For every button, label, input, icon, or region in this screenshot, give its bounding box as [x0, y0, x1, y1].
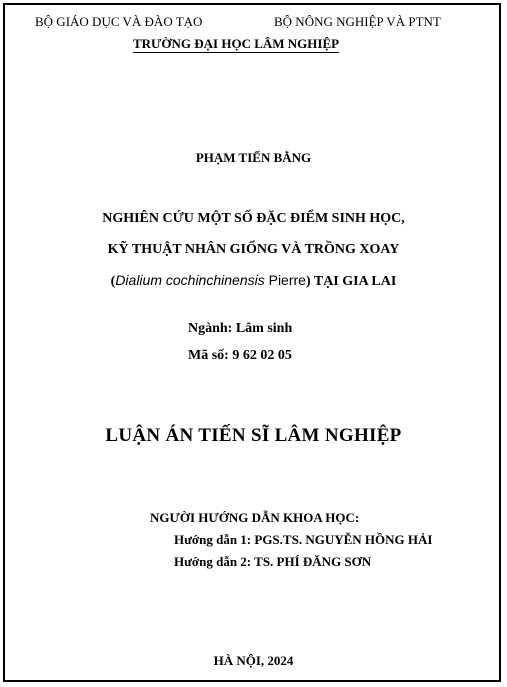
- thesis-type-heading: LUẬN ÁN TIẾN SĨ LÂM NGHIỆP: [105, 425, 402, 446]
- species-scientific-name: Dialium cochinchinensis: [115, 272, 265, 288]
- author-name: PHẠM TIẾN BẰNG: [195, 150, 312, 165]
- advisors-heading: NGƯỜI HƯỚNG DẪN KHOA HỌC:: [150, 510, 360, 525]
- title-open-paren: (: [110, 274, 116, 289]
- page-border: [3, 3, 501, 682]
- thesis-title-line-3: [0, 273, 507, 289]
- major-field: Ngành: Lâm sinh: [188, 321, 293, 336]
- place-and-year: HÀ NỘI, 2024: [213, 653, 294, 668]
- advisor-1: Hướng dẫn 1: PGS.TS. NGUYỄN HỒNG HẢI: [174, 532, 433, 547]
- university-name: TRƯỜNG ĐẠI HỌC LÂM NGHIỆP: [133, 36, 340, 51]
- thesis-title-line-2: KỸ THUẬT NHÂN GIỐNG VÀ TRỒNG XOAY: [107, 242, 400, 257]
- ministry-agriculture: BỘ NÔNG NGHIỆP VÀ PTNT: [274, 14, 441, 29]
- thesis-title-line-1: NGHIÊN CỨU MỘT SỐ ĐẶC ĐIỂM SINH HỌC,: [102, 211, 405, 226]
- species-authority: Pierre: [264, 272, 306, 288]
- advisor-2: Hướng dẫn 2: TS. PHÍ ĐĂNG SƠN: [174, 554, 372, 569]
- title-location: ) TẠI GIA LAI: [305, 274, 397, 289]
- ministry-education: BỘ GIÁO DỤC VÀ ĐÀO TẠO: [35, 14, 203, 29]
- major-code: Mã số: 9 62 02 05: [188, 348, 292, 363]
